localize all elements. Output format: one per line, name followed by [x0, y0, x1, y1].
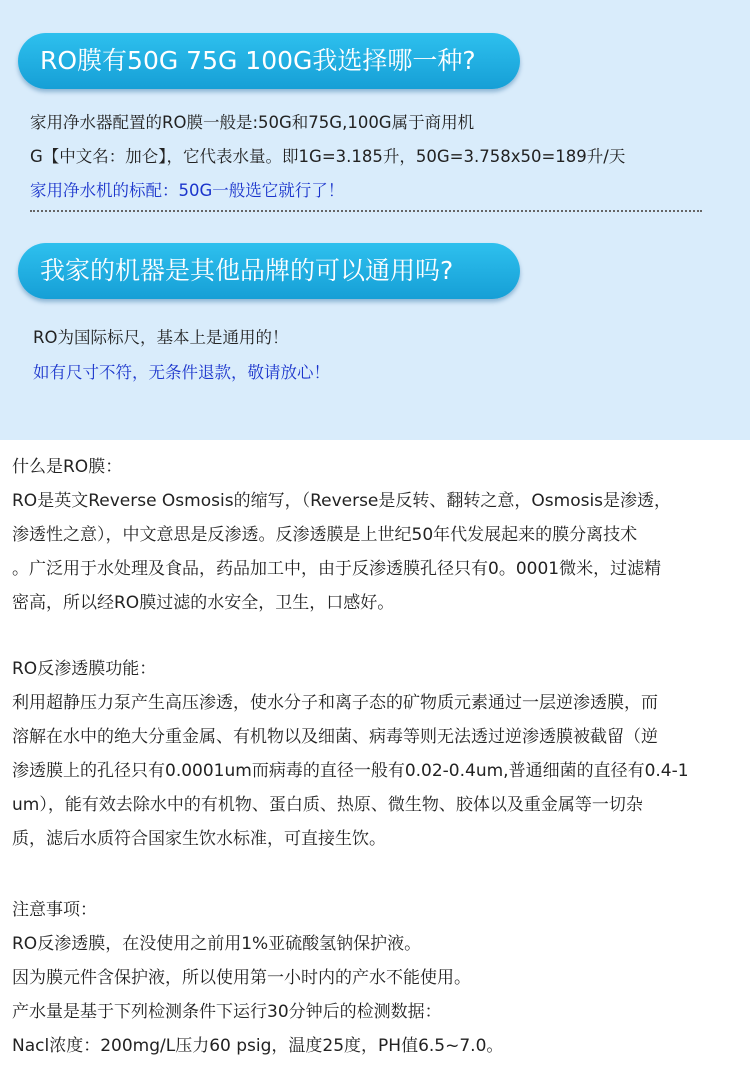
section-line: um），能有效去除水中的有机物、蛋白质、热原、微生物、胶体以及重金属等一切杂 [12, 795, 643, 815]
section-line: 渗透膜上的孔径只有0.0001um而病毒的直径一般有0.02-0.4um,普通细菌的直径有0.4-1 [12, 761, 689, 781]
section-line: RO反渗透膜，在没使用之前用1%亚硫酸氢钠保护液。 [12, 934, 422, 954]
section-line: Nacl浓度：200mg/L压力60 psig，温度25度，PH值6.5~7.0。 [12, 1036, 504, 1056]
section-heading: 什么是RO膜： [12, 457, 123, 477]
faq-answer-1-highlight: 家用净水机的标配：50G一般选它就行了！ [30, 181, 345, 200]
section-line: 溶解在水中的绝大分重金属、有机物以及细菌、病毒等则无法透过逆渗透膜被截留（逆 [12, 727, 658, 747]
section-line: 密高，所以经RO膜过滤的水安全，卫生，口感好。 [12, 593, 395, 613]
faq-answer-1-line-2: G【中文名：加仑】，它代表水量。即1G=3.185升，50G=3.758x50=189升/天 [30, 147, 626, 166]
faq-answer-2-highlight: 如有尺寸不符，无条件退款，敬请放心！ [33, 363, 330, 382]
section-line: 产水量是基于下列检测条件下运行30分钟后的检测数据： [12, 1002, 442, 1022]
section-heading: 注意事项： [12, 900, 97, 920]
section-heading: RO反渗透膜功能： [12, 659, 157, 679]
section-notes [12, 893, 742, 1063]
faq-answer-2-line-1: RO为国际标尺，基本上是通用的！ [33, 328, 289, 347]
faq-panel [0, 0, 750, 440]
section-line: 。广泛用于水处理及食品，药品加工中，由于反渗透膜孔径只有0。0001微米，过滤精 [12, 559, 662, 579]
section-line: 质，滤后水质符合国家生饮水标准，可直接生饮。 [12, 829, 386, 849]
section-line: 利用超静压力泵产生高压渗透，使水分子和离子态的矿物质元素通过一层逆渗透膜，而 [12, 693, 658, 713]
section-ro-function [12, 652, 742, 856]
faq-question-1: RO膜有50G 75G 100G我选择哪一种? [18, 33, 520, 89]
dotted-divider [30, 210, 702, 212]
section-line: RO是英文Reverse Osmosis的缩写，（Reverse是反转、翻转之意，Osmosis是渗透， [12, 491, 672, 511]
section-what-is-ro [12, 450, 742, 620]
section-line: 渗透性之意），中文意思是反渗透。反渗透膜是上世纪50年代发展起来的膜分离技术 [12, 525, 638, 545]
faq-question-2: 我家的机器是其他品牌的可以通用吗? [18, 243, 520, 299]
faq-answer-1-line-1: 家用净水器配置的RO膜一般是:50G和75G,100G属于商用机 [30, 113, 475, 132]
section-line: 因为膜元件含保护液，所以使用第一小时内的产水不能使用。 [12, 968, 471, 988]
